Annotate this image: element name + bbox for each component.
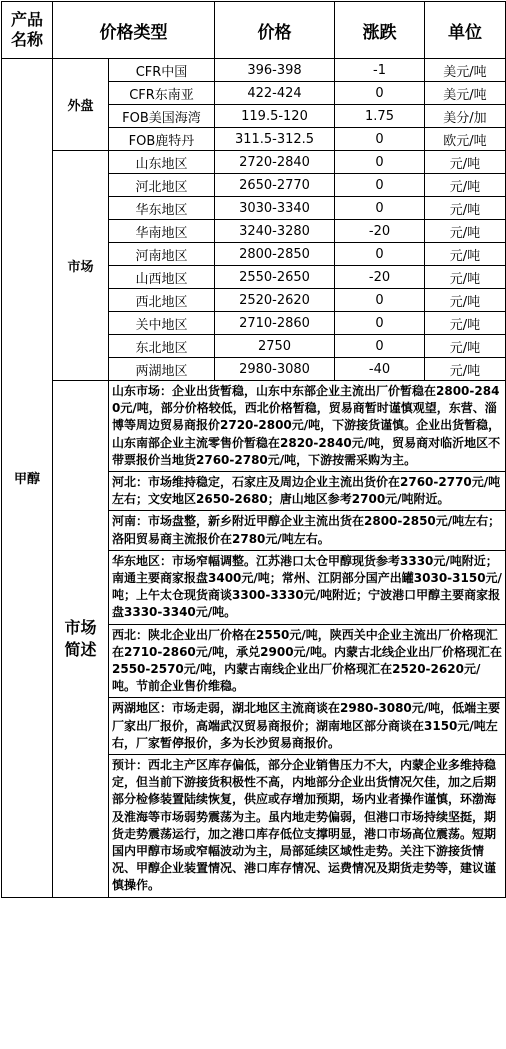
description-henan: 河南：市场盘整，新乡附近甲醇企业主流出货在2800-2850元/吨左右；洛阳贸易商主流报价在2780元/吨左右。	[109, 511, 506, 550]
header-product-line1: 产品	[10, 10, 43, 29]
header-price: 价格	[215, 2, 335, 59]
price-unit: 美分/加	[425, 105, 506, 128]
description-lianghu: 两湖地区：市场走弱，湖北地区主流商谈在2980-3080元/吨，低端主要厂家出厂报价，高端武汉贸易商报价；湖南地区部分商谈在3150元/吨左右，厂家暂停报价，多为长沙贸易商报价。	[109, 698, 506, 755]
header-product-name	[2, 2, 53, 59]
price-change: -40	[335, 358, 425, 381]
price-unit: 元/吨	[425, 312, 506, 335]
header-price-type: 价格类型	[53, 2, 215, 59]
price-change: 1.75	[335, 105, 425, 128]
price-type: 西北地区	[109, 289, 215, 312]
price-type: CFR中国	[109, 59, 215, 82]
price-value: 422-424	[215, 82, 335, 105]
price-type: FOB美国海湾	[109, 105, 215, 128]
description-northwest: 西北：陕北企业出厂价格在2550元/吨，陕西关中企业主流出厂价格现汇在2710-2860元/吨，承兑2900元/吨。内蒙古北线企业出厂价格现汇在2550-2570元/吨，内蒙古南线企业出厂价格现汇在2520-2620元/吨。节前企业售价维稳。	[109, 624, 506, 698]
price-change: -20	[335, 220, 425, 243]
price-value: 2710-2860	[215, 312, 335, 335]
price-unit: 元/吨	[425, 243, 506, 266]
price-change: 0	[335, 128, 425, 151]
price-change: -1	[335, 59, 425, 82]
group-description: 市场简述	[53, 381, 109, 898]
description-row	[2, 381, 506, 472]
price-unit: 元/吨	[425, 197, 506, 220]
description-forecast: 预计：西北主产区库存偏低，部分企业销售压力不大，内蒙企业多维持稳定，但当前下游接货积极性不高，内地部分企业出货情况欠佳，加之后期部分检修装置陆续恢复，供应或存增加预期，场内业者操作谨慎，环渤海及淮海等市场弱势震荡为主。虽内地走势偏弱，但港口市场持续坚挺，期货走势震荡运行，加之港口库存低位支撑明显，港口市场高位震荡。短期国内甲醇市场或窄幅波动为主，局部延续区域性走势。关注下游接货情况、甲醇企业装置情况、港口库存情况、运费情况及期货走势等，建议谨慎操作。	[109, 755, 506, 898]
price-unit: 元/吨	[425, 266, 506, 289]
price-value: 2720-2840	[215, 151, 335, 174]
price-type: 华东地区	[109, 197, 215, 220]
price-change: 0	[335, 174, 425, 197]
header-product-line2: 名称	[10, 30, 43, 49]
price-type: 两湖地区	[109, 358, 215, 381]
price-change: 0	[335, 289, 425, 312]
header-unit: 单位	[425, 2, 506, 59]
price-unit: 美元/吨	[425, 82, 506, 105]
price-value: 2550-2650	[215, 266, 335, 289]
price-change: 0	[335, 312, 425, 335]
product-name-cell: 甲醇	[2, 59, 53, 898]
price-unit: 元/吨	[425, 358, 506, 381]
group-foreign: 外盘	[53, 59, 109, 151]
price-type: 山西地区	[109, 266, 215, 289]
price-change: 0	[335, 243, 425, 266]
price-value: 396-398	[215, 59, 335, 82]
price-unit: 元/吨	[425, 335, 506, 358]
price-type: 关中地区	[109, 312, 215, 335]
price-type: 山东地区	[109, 151, 215, 174]
price-type: FOB鹿特丹	[109, 128, 215, 151]
description-shandong: 山东市场：企业出货暂稳，山东中东部企业主流出厂价暂稳在2800-2840元/吨，部分价格较低，西北价格暂稳，贸易商暂时谨慎观望，东营、淄博等周边贸易商报价2720-2800元/吨，下游接货谨慎。企业出货暂稳，山东南部企业主流零售价暂稳在2820-2840元/吨，贸易商对临沂地区不带票报价当地货2760-2780元/吨，下游按需采购为主。	[109, 381, 506, 472]
table-row	[2, 59, 506, 82]
price-value: 119.5-120	[215, 105, 335, 128]
price-unit: 美元/吨	[425, 59, 506, 82]
price-change: 0	[335, 82, 425, 105]
price-unit: 元/吨	[425, 220, 506, 243]
price-change: 0	[335, 151, 425, 174]
price-value: 3240-3280	[215, 220, 335, 243]
price-value: 2650-2770	[215, 174, 335, 197]
header-change: 涨跌	[335, 2, 425, 59]
price-value: 311.5-312.5	[215, 128, 335, 151]
price-value: 3030-3340	[215, 197, 335, 220]
table-row	[2, 151, 506, 174]
price-value: 2750	[215, 335, 335, 358]
price-unit: 欧元/吨	[425, 128, 506, 151]
price-type: 河南地区	[109, 243, 215, 266]
price-change: 0	[335, 197, 425, 220]
price-change: -20	[335, 266, 425, 289]
header-row	[2, 2, 506, 59]
price-unit: 元/吨	[425, 174, 506, 197]
price-change: 0	[335, 335, 425, 358]
price-type: 华南地区	[109, 220, 215, 243]
price-unit: 元/吨	[425, 289, 506, 312]
price-value: 2980-3080	[215, 358, 335, 381]
description-hebei: 河北：市场维持稳定，石家庄及周边企业主流出货价在2760-2770元/吨左右；文安地区2650-2680；唐山地区参考2700元/吨附近。	[109, 472, 506, 511]
price-value: 2800-2850	[215, 243, 335, 266]
methanol-price-table	[1, 1, 506, 898]
price-type: 东北地区	[109, 335, 215, 358]
price-type: 河北地区	[109, 174, 215, 197]
description-east-china: 华东地区：市场窄幅调整。江苏港口太仓甲醇现货参考3330元/吨附近；南通主要商家报盘3400元/吨；常州、江阴部分国产出罐3030-3150元/吨；上午太仓现货商谈3300-3330元/吨附近；宁波港口甲醇主要商家报盘3330-3340元/吨。	[109, 550, 506, 624]
price-type: CFR东南亚	[109, 82, 215, 105]
price-value: 2520-2620	[215, 289, 335, 312]
group-market: 市场	[53, 151, 109, 381]
price-unit: 元/吨	[425, 151, 506, 174]
